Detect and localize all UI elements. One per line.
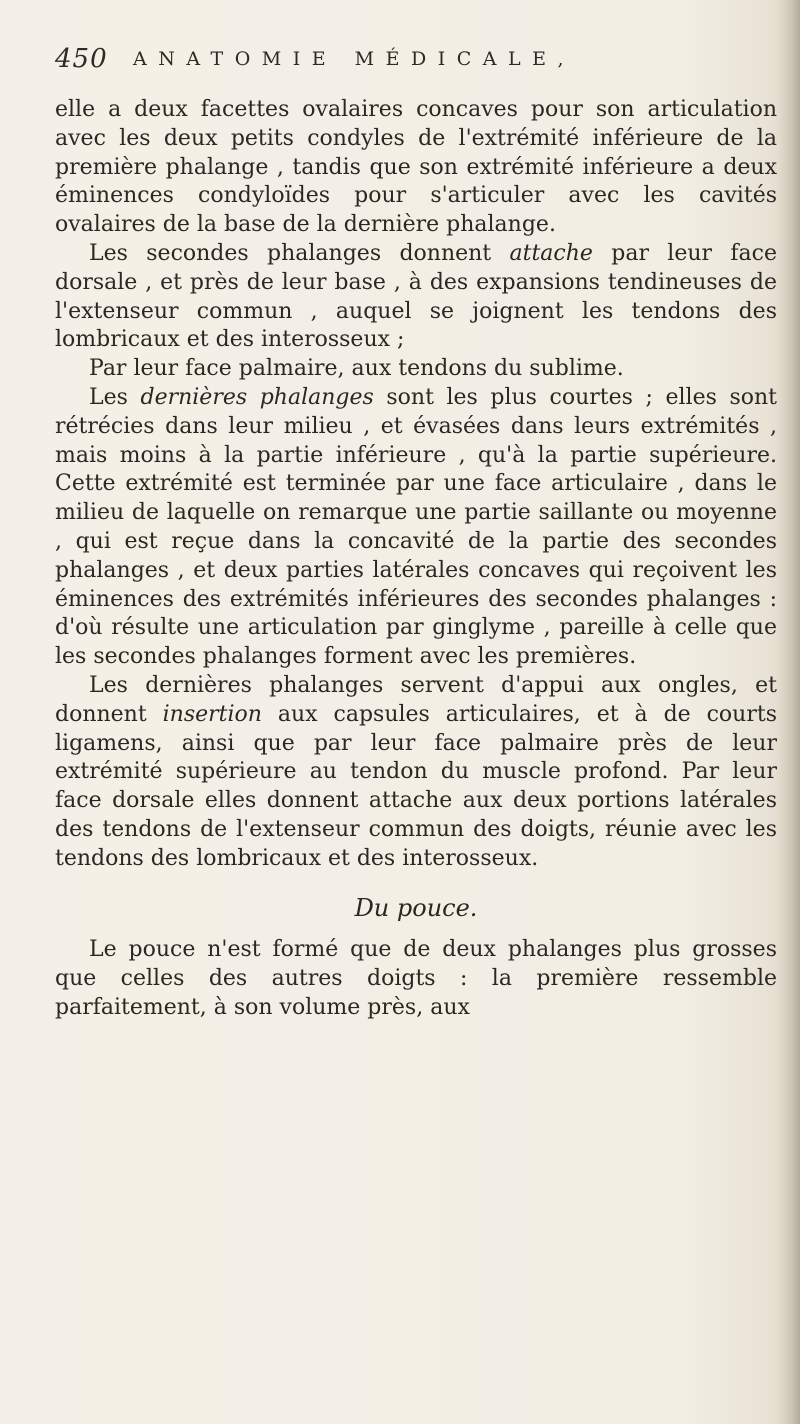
paragraph-2-italic: attache (509, 240, 593, 266)
paragraph-4 (55, 384, 777, 672)
page-edge-shadow (778, 0, 800, 1424)
paragraph-5-text-b: aux capsules articulaires, et à de courts ligamens, ainsi que par leur face palmaire près de leur extrémité supérieure au tendon du muscle profond. Par leur face dorsale elles donnent attache aux deux portions latérales des tendons de l'extenseur commun des doigts, réunie avec les tendons des lombricaux et des interosseux. (55, 701, 777, 871)
paragraph-1: elle a deux facettes ovalaires concaves pour son articulation avec les deux petits condyles de l'extrémité inférieure de la première phalange , tandis que son extrémité inférieure a deux éminences condyloïdes pour s'articuler avec les cavités ovalaires de la base de la dernière phalange. (55, 97, 777, 238)
paragraph-3: Par leur face palmaire, aux tendons du sublime. (89, 356, 624, 382)
paragraph-6: Le pouce n'est formé que de deux phalanges plus grosses que celles des autres doigts : la première ressemble parfaitement, à son volume près, aux (55, 937, 777, 1020)
paragraph-4-text-a: Les (89, 384, 141, 410)
paragraph-4-text-b: sont les plus courtes ; elles sont rétrécies dans leur milieu , et évasées dans leurs extrémités , mais moins à la partie inférieure , qu'à la partie supérieure. Cette extrémité est terminée par une face articulaire , dans le milieu de laquelle on remarque une partie saillante ou moyenne , qui est reçue dans la concavité de la partie des secondes phalanges , et deux parties latérales concaves qui reçoivent les éminences des extrémités inférieures des secondes phalanges : d'où résulte une articulation par ginglyme , pareille à celle que les secondes phalanges forment avec les premières. (55, 384, 777, 670)
section-title: Du pouce. (354, 893, 478, 922)
paragraph-5-italic: insertion (162, 701, 262, 727)
paragraph-5-text-a: Les dernières phalanges servent d'appui aux ongles, et donnent (55, 672, 777, 727)
running-title: ANATOMIE MÉDICALE, (133, 48, 575, 70)
paragraph-2-text-a: Les secondes phalanges donnent (89, 240, 510, 266)
paragraph-5 (55, 672, 777, 874)
paragraph-2 (55, 240, 777, 355)
page-body (55, 96, 777, 1023)
page-number: 450 (55, 44, 108, 74)
paragraph-4-italic: dernières phalanges (140, 384, 374, 410)
page-header (55, 44, 775, 84)
paragraph-2-text-b: par leur face dorsale , et près de leur base , à des expansions tendineuses de l'extenseur commun , auquel se joignent les tendons des lombricaux et des interosseux ; (55, 240, 777, 353)
